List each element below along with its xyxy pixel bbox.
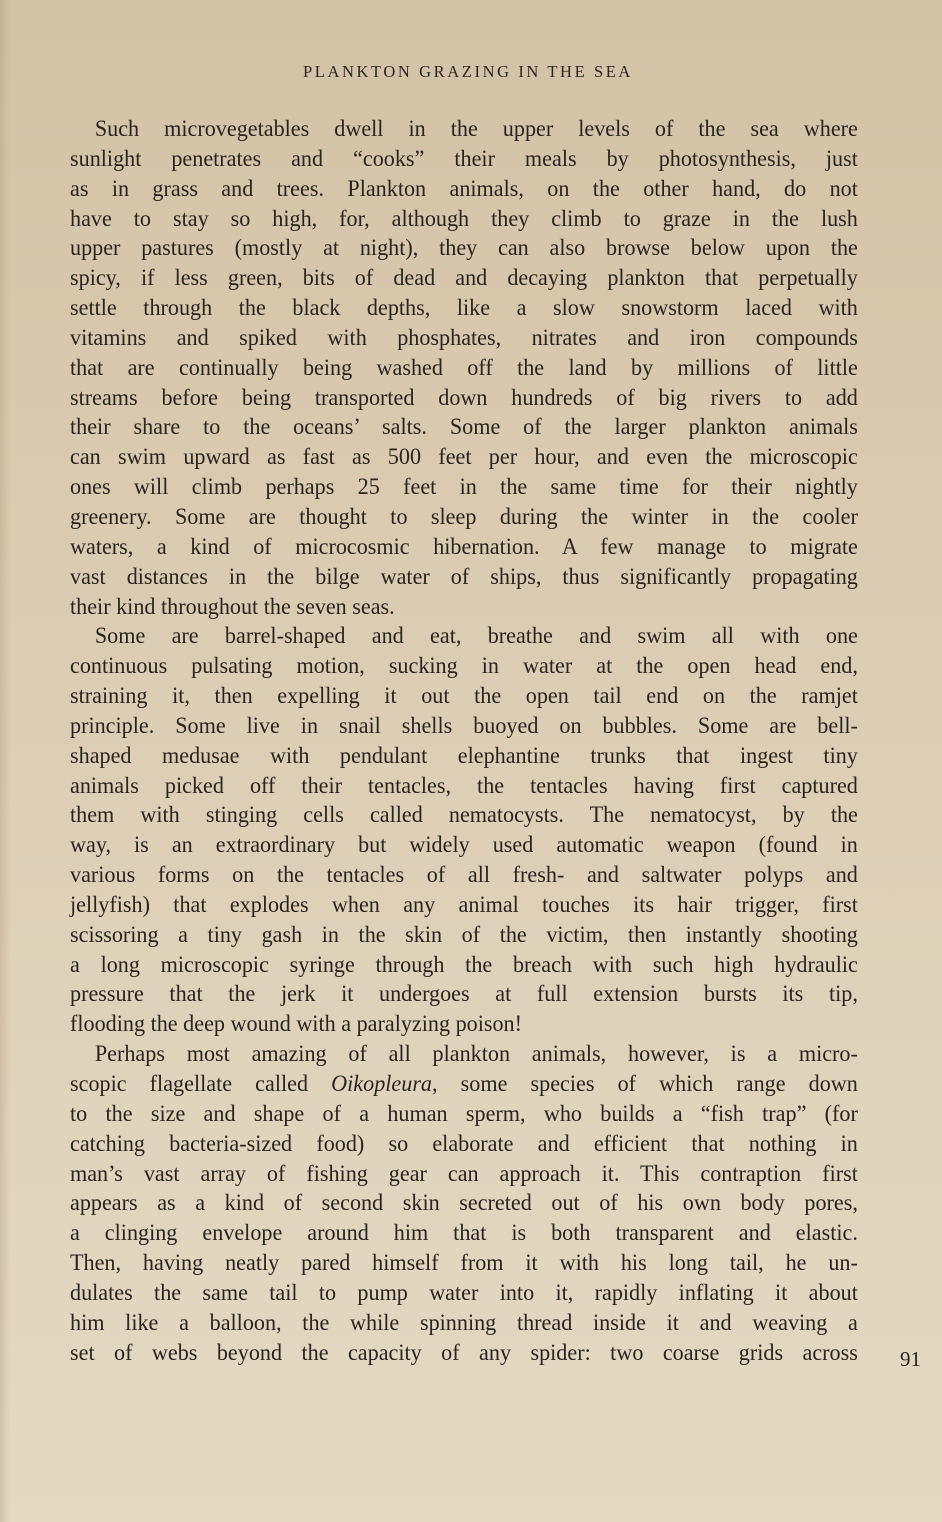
text-line: way, is an extraordinary but widely used automatic weapon (found in [70, 832, 858, 859]
text-line: animals picked off their tentacles, the tentacles having first captured [70, 772, 858, 799]
text-line: shaped medusae with pendulant elephantine trunks that ingest tiny [70, 742, 858, 769]
text-segment: , some species of which range down [432, 1071, 858, 1097]
text-line: jellyfish) that explodes when any animal touches its hair trigger, first [70, 891, 858, 918]
text-line: vitamins and spiked with phosphates, nitrates and iron compounds [70, 324, 858, 351]
text-line: greenery. Some are thought to sleep during the winter in the cooler [70, 503, 858, 530]
text-line: dulates the same tail to pump water into it, rapidly inflating it about [70, 1279, 858, 1306]
body-text [70, 115, 858, 1368]
text-line: their share to the oceans’ salts. Some of the larger plankton animals [70, 414, 858, 441]
paragraph-1 [70, 115, 858, 622]
running-head: PLANKTON GRAZING IN THE SEA [303, 62, 633, 81]
text-line: him like a balloon, the while spinning thread inside it and weaving a [70, 1309, 858, 1336]
species-name-italic: Oikopleura [331, 1071, 433, 1097]
text-line: appears as a kind of second skin secreted out of his own body pores, [70, 1190, 858, 1217]
text-line: set of webs beyond the capacity of any spider: two coarse grids across [70, 1339, 858, 1366]
text-line: to the size and shape of a human sperm, who builds a “fish trap” (for [70, 1100, 858, 1127]
text-line: Then, having neatly pared himself from it with his long tail, he un- [70, 1250, 858, 1277]
text-segment: scopic flagellate called [70, 1071, 332, 1097]
text-line: pressure that the jerk it undergoes at full extension bursts its tip, [70, 981, 858, 1008]
text-line: man’s vast array of fishing gear can approach it. This contraption first [70, 1160, 858, 1187]
text-line: streams before being transported down hundreds of big rivers to add [70, 384, 858, 411]
page-edge-shadow [0, 0, 10, 1522]
text-line: them with stinging cells called nematocysts. The nematocyst, by the [70, 802, 858, 829]
text-line: Such microvegetables dwell in the upper levels of the sea where [94, 116, 858, 142]
text-line: have to stay so high, for, although they climb to graze in the lush [70, 205, 858, 232]
text-line: as in grass and trees. Plankton animals, on the other hand, do not [70, 175, 858, 202]
text-line: that are continually being washed off the land by millions of little [70, 354, 858, 381]
paragraph-2 [70, 622, 858, 1040]
text-line: their kind throughout the seven seas. [70, 593, 395, 620]
text-line: straining it, then expelling it out the open tail end on the ramjet [70, 683, 858, 710]
text-line: can swim upward as fast as 500 feet per hour, and even the microscopic [70, 444, 858, 471]
text-line: catching bacteria-sized food) so elaborate and efficient that nothing in [70, 1130, 858, 1157]
text-line: sunlight penetrates and “cooks” their meals by photosynthesis, just [70, 145, 858, 172]
text-line: settle through the black depths, like a slow snowstorm laced with [70, 295, 858, 322]
text-line: flooding the deep wound with a paralyzing poison! [70, 1011, 523, 1038]
text-line: a clinging envelope around him that is both transparent and elastic. [70, 1220, 858, 1247]
text-line: Perhaps most amazing of all plankton animals, however, is a micro- [94, 1041, 858, 1068]
text-line: continuous pulsating motion, sucking in water at the open head end, [70, 653, 858, 680]
text-line: principle. Some live in snail shells buoyed on bubbles. Some are bell- [70, 712, 858, 739]
text-line: vast distances in the bilge water of ships, thus significantly propagating [70, 563, 858, 590]
text-line: upper pastures (mostly at night), they can also browse below upon the [70, 235, 858, 262]
text-line: a long microscopic syringe through the breach with such high hydraulic [70, 951, 858, 978]
text-line: spicy, if less green, bits of dead and decaying plankton that perpetually [70, 265, 858, 292]
text-line: Some are barrel-shaped and eat, breathe and swim all with one [94, 623, 858, 650]
paragraph-3 [70, 1040, 858, 1368]
text-line-with-italic [70, 1070, 858, 1100]
text-line: scissoring a tiny gash in the skin of the victim, then instantly shooting [70, 921, 858, 948]
page-number: 91 [900, 1347, 921, 1371]
text-line: ones will climb perhaps 25 feet in the same time for their nightly [70, 474, 858, 501]
text-line: various forms on the tentacles of all fresh- and saltwater polyps and [70, 862, 858, 889]
text-line: waters, a kind of microcosmic hibernation. A few manage to migrate [70, 533, 858, 560]
